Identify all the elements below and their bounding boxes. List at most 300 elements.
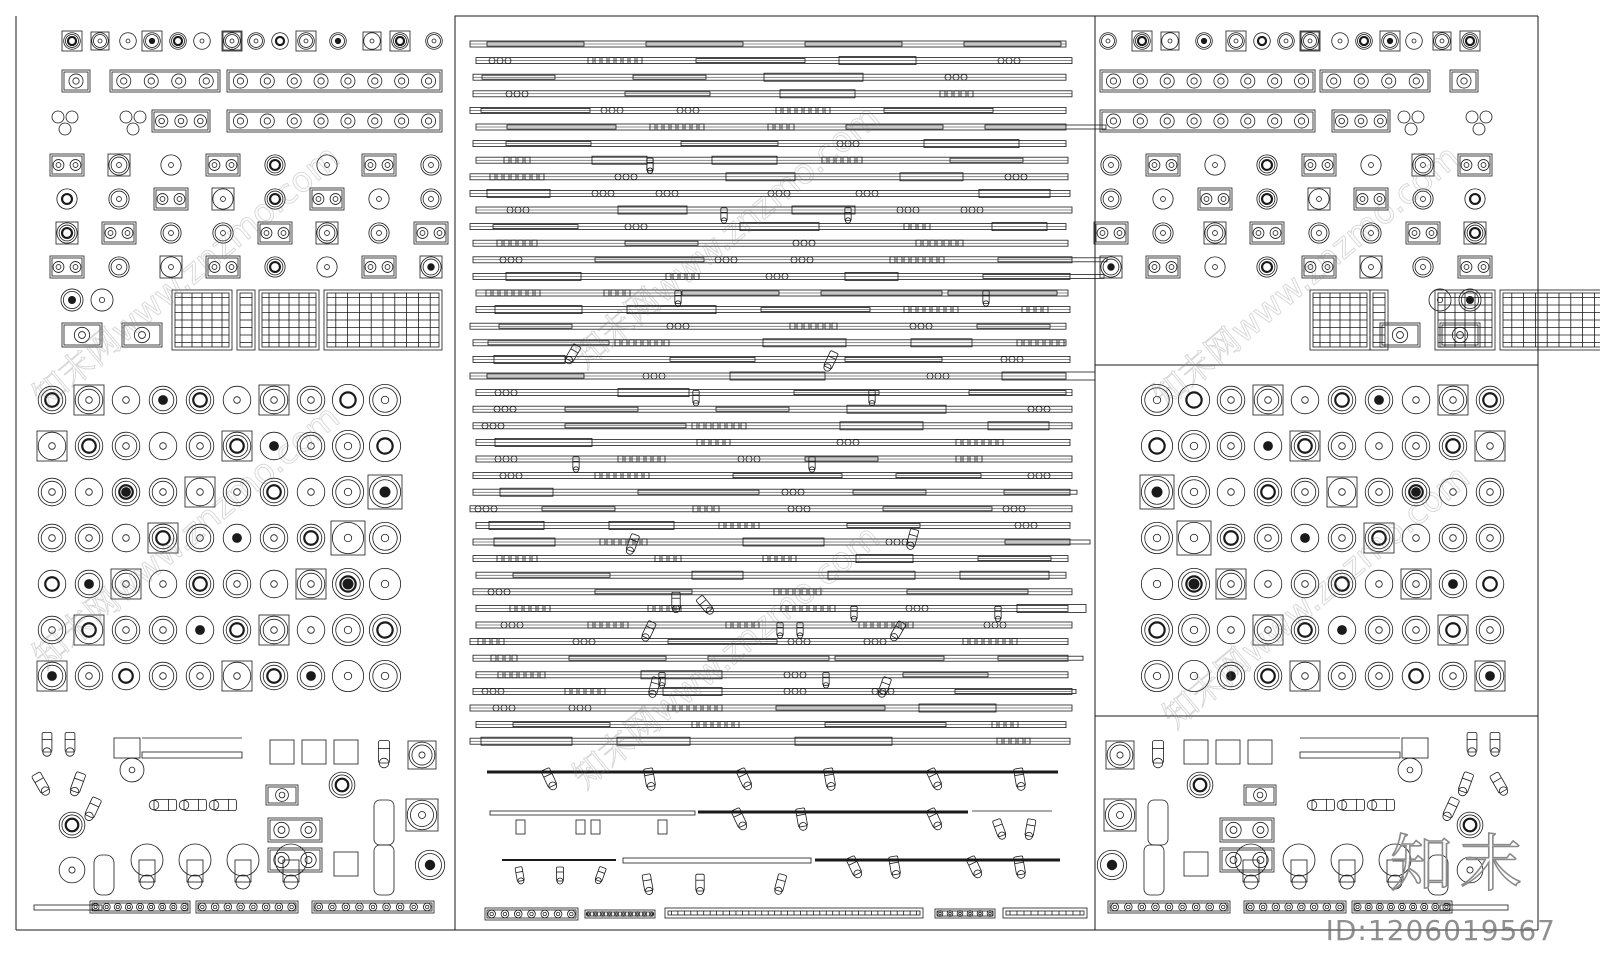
downlight-symbol xyxy=(1134,33,1151,50)
panel-light-symbol xyxy=(324,290,442,350)
downlight-symbol xyxy=(1402,616,1430,644)
linear-light-symbol xyxy=(476,722,1066,728)
cylinder-light xyxy=(374,845,394,895)
downlight-symbol xyxy=(1100,33,1117,50)
downlight-symbol xyxy=(1217,386,1245,414)
downlight-symbol xyxy=(330,33,347,50)
downlight-symbol xyxy=(1401,569,1431,599)
downlight-symbol xyxy=(1365,386,1393,414)
spotlight-symbol xyxy=(625,533,640,555)
downlight-symbol xyxy=(368,475,402,509)
downlight-symbol xyxy=(38,616,66,644)
downlight-symbol xyxy=(1328,662,1356,690)
downlight-symbol xyxy=(259,615,289,645)
downlight-symbol xyxy=(1402,662,1430,690)
pendant-spotlight-symbol xyxy=(1331,844,1363,889)
track-rail-symbol xyxy=(490,811,695,815)
downlight-symbol xyxy=(317,257,337,277)
grille-light-symbol xyxy=(206,154,240,176)
downlight-symbol xyxy=(186,616,214,644)
downlight-symbol xyxy=(1309,223,1329,243)
grille-light-symbol xyxy=(414,222,448,244)
grille-light-symbol xyxy=(152,110,210,132)
cylinder-light xyxy=(1144,845,1164,895)
grille-light-symbol xyxy=(90,901,190,913)
spotlight-symbol xyxy=(65,732,75,756)
diagonal-watermark-3: 知末网www.znzmo.com xyxy=(565,517,888,797)
downlight-symbol xyxy=(57,189,77,209)
grille-light-symbol xyxy=(312,901,434,913)
grille-light-symbol xyxy=(1354,188,1388,210)
brand-watermark: 知末 xyxy=(1389,827,1530,900)
downlight-symbol xyxy=(109,189,129,209)
downlight-symbol xyxy=(1291,616,1319,644)
linear-light-symbol xyxy=(473,405,1072,413)
downlight-symbol xyxy=(420,256,442,278)
downlight-symbol xyxy=(1402,432,1430,460)
linear-light-symbol xyxy=(473,589,1072,595)
downlight-symbol xyxy=(260,478,288,506)
grille-light-symbol xyxy=(1320,70,1430,92)
pendant-spotlight-symbol xyxy=(131,844,163,889)
grille-light-symbol xyxy=(50,154,84,176)
downlight-symbol xyxy=(1365,432,1393,460)
spotlight-symbol xyxy=(1489,772,1509,798)
grille-light-symbol xyxy=(1146,154,1180,176)
linear-light-symbol xyxy=(476,290,1068,296)
downlight-symbol xyxy=(260,662,288,690)
downlight-symbol xyxy=(38,478,66,506)
downlight-symbol xyxy=(1291,386,1319,414)
downlight-symbol xyxy=(1104,799,1136,831)
spotlight-symbol xyxy=(515,867,525,885)
downlight-symbol xyxy=(1253,615,1283,645)
downlight-symbol xyxy=(1328,386,1356,414)
downlight-symbol xyxy=(120,33,137,50)
downlight-symbol xyxy=(1464,222,1486,244)
linear-light-symbol xyxy=(473,473,1072,479)
downlight-symbol xyxy=(1291,478,1319,506)
downlight-symbol xyxy=(1101,155,1121,175)
linear-light-symbol xyxy=(476,389,1072,397)
linear-light-symbol xyxy=(473,272,1104,280)
square-downlight-frame xyxy=(222,31,242,51)
downlight-symbol xyxy=(1360,256,1382,278)
pendant-spotlight-symbol xyxy=(227,844,259,889)
downlight-symbol xyxy=(75,570,103,598)
downlight-symbol xyxy=(1365,570,1393,598)
pendant-spotlight-symbol xyxy=(179,844,211,889)
downlight-symbol xyxy=(272,33,289,50)
linear-light-symbol xyxy=(476,671,1068,679)
square-light xyxy=(334,740,358,764)
spotlight-symbol xyxy=(1152,741,1163,768)
grille-light-symbol xyxy=(1250,222,1284,244)
square-downlight-frame xyxy=(62,31,82,51)
downlight-symbol xyxy=(1196,33,1213,50)
downlight-symbol xyxy=(1476,570,1504,598)
downlight-symbol xyxy=(332,614,363,645)
downlight-symbol xyxy=(1429,289,1451,311)
downlight-symbol xyxy=(1361,223,1381,243)
pendant-light xyxy=(516,820,525,834)
downlight-symbol xyxy=(112,524,140,552)
spotlight-symbol xyxy=(696,874,704,894)
grille-light-symbol xyxy=(50,256,84,278)
linear-light-symbol xyxy=(473,257,1107,263)
downlight-symbol xyxy=(369,189,389,209)
pendant-spotlight-symbol xyxy=(1235,844,1267,889)
downlight-symbol xyxy=(1328,570,1356,598)
downlight-symbol xyxy=(91,289,113,311)
downlight-symbol xyxy=(297,432,325,460)
diagonal-watermark-1: 知末网www.znzmo.com xyxy=(25,137,348,417)
grille-light-symbol xyxy=(1406,222,1440,244)
downlight-symbol xyxy=(369,430,400,461)
downlight-symbol xyxy=(108,154,130,176)
pendant-light xyxy=(658,820,667,834)
spotlight-symbol xyxy=(1307,799,1334,810)
downlight-symbol xyxy=(1290,661,1320,691)
grille-light-symbol xyxy=(110,70,220,92)
downlight-symbol xyxy=(1438,615,1468,645)
downlight-symbol xyxy=(1413,189,1433,209)
pendant-light xyxy=(576,820,585,834)
downlight-symbol xyxy=(109,257,129,277)
downlight-symbol xyxy=(332,476,363,507)
linear-light-symbol xyxy=(473,355,1070,363)
downlight-symbol xyxy=(1254,662,1282,690)
linear-light-symbol xyxy=(476,124,1106,130)
linear-light-symbol xyxy=(470,639,1068,645)
downlight-symbol xyxy=(1364,523,1394,553)
spotlight-symbol xyxy=(773,873,786,895)
downlight-symbol xyxy=(64,33,81,50)
downlight-symbol xyxy=(426,33,443,50)
downlight-symbol xyxy=(369,614,400,645)
spotlight-symbol xyxy=(642,874,654,896)
spotlight-symbol xyxy=(31,772,51,798)
downlight-symbol xyxy=(1205,155,1225,175)
downlight-symbol xyxy=(1217,662,1245,690)
triple-downlight-symbol xyxy=(1398,111,1424,135)
panel-light-symbol xyxy=(1310,290,1370,350)
linear-light-symbol xyxy=(470,704,1072,712)
panel-light-symbol xyxy=(237,290,255,350)
downlight-symbol xyxy=(223,32,241,50)
downlight-symbol xyxy=(223,616,251,644)
square-downlight-frame xyxy=(1226,31,1246,51)
downlight-symbol xyxy=(1178,660,1209,691)
downlight-symbol xyxy=(112,662,140,690)
grille-light-symbol xyxy=(227,70,442,92)
downlight-symbol xyxy=(75,662,103,690)
grille-light-symbol xyxy=(258,222,292,244)
downlight-symbol xyxy=(1356,33,1373,50)
linear-light-symbol xyxy=(473,90,1072,98)
downlight-symbol xyxy=(297,616,325,644)
downlight-symbol xyxy=(149,662,177,690)
downlight-symbol xyxy=(332,430,363,461)
downlight-symbol xyxy=(260,524,288,552)
downlight-symbol xyxy=(260,570,288,598)
linear-light-symbol xyxy=(473,687,1076,695)
spotlight-symbol xyxy=(594,866,606,884)
triple-downlight-symbol xyxy=(1466,111,1492,135)
cylinder-light xyxy=(94,855,114,895)
downlight-symbol xyxy=(369,223,389,243)
grille-light-symbol xyxy=(362,256,396,278)
downlight-symbol xyxy=(1459,289,1481,311)
linear-light xyxy=(1300,752,1400,758)
diagonal-watermark-4: 知末网www.znzmo.com xyxy=(1145,137,1468,417)
downlight-symbol xyxy=(1365,616,1393,644)
grille-light-symbol xyxy=(1458,256,1492,278)
grille-light-symbol xyxy=(485,908,578,920)
downlight-symbol xyxy=(1382,33,1399,50)
downlight-symbol xyxy=(1217,616,1245,644)
downlight-symbol xyxy=(112,616,140,644)
downlight-symbol xyxy=(59,812,85,838)
square-downlight-frame xyxy=(1300,31,1320,51)
downlight-symbol xyxy=(1475,661,1505,691)
downlight-symbol xyxy=(369,568,400,599)
downlight-symbol xyxy=(170,33,187,50)
downlight-symbol xyxy=(74,615,104,645)
downlight-symbol xyxy=(212,188,234,210)
downlight-symbol xyxy=(331,521,365,555)
downlight-symbol xyxy=(161,155,181,175)
downlight-symbol xyxy=(1217,524,1245,552)
linear-light-symbol xyxy=(470,41,1066,47)
downlight-symbol xyxy=(112,478,140,506)
right-panel xyxy=(1094,31,1600,913)
linear-light-symbol xyxy=(476,206,1072,214)
downlight-symbol xyxy=(1253,385,1283,415)
downlight-symbol xyxy=(186,524,214,552)
downlight-symbol xyxy=(369,660,400,691)
linear-light-symbol xyxy=(476,571,1066,579)
linear-light-symbol xyxy=(473,488,1077,496)
spotlight-symbol xyxy=(1457,771,1474,797)
grille-light-symbol xyxy=(1302,154,1336,176)
downlight-symbol xyxy=(186,570,214,598)
grille-light-symbol xyxy=(266,785,298,805)
downlight-symbol xyxy=(1217,432,1245,460)
downlight-symbol xyxy=(223,478,251,506)
downlight-symbol xyxy=(148,523,178,553)
grille-light-symbol xyxy=(1100,110,1315,132)
downlight-symbol xyxy=(1178,568,1209,599)
downlight-symbol xyxy=(1291,570,1319,598)
spotlight-symbol xyxy=(905,528,918,550)
linear-light-symbol xyxy=(476,156,1068,164)
downlight-symbol xyxy=(37,661,67,691)
panel-light-symbol xyxy=(1370,290,1388,350)
downlight-symbol xyxy=(37,431,67,461)
downlight-symbol xyxy=(186,386,214,414)
spotlight-symbol xyxy=(42,732,52,756)
grille-light-symbol xyxy=(1094,222,1128,244)
downlight-symbol xyxy=(1413,257,1433,277)
downlight-symbol xyxy=(1308,188,1330,210)
spotlight-symbol xyxy=(179,799,206,810)
downlight-symbol xyxy=(1327,477,1357,507)
linear-light-symbol xyxy=(476,438,1070,446)
linear-light-symbol xyxy=(470,189,1070,197)
downlight-symbol xyxy=(408,741,436,769)
spotlight-symbol xyxy=(1367,799,1394,810)
downlight-symbol xyxy=(1332,33,1349,50)
grille-light-symbol xyxy=(1244,785,1276,805)
linear-light-symbol xyxy=(470,323,1066,329)
downlight-symbol xyxy=(1106,741,1134,769)
id-watermark: ID:1206019567 xyxy=(1325,914,1556,947)
downlight-symbol xyxy=(1398,758,1422,782)
spotlight-symbol xyxy=(1490,732,1500,756)
downlight-symbol xyxy=(1153,189,1173,209)
double-downlight xyxy=(1402,738,1428,758)
spotlight-symbol xyxy=(83,797,102,823)
downlight-symbol xyxy=(415,850,444,879)
triple-downlight-symbol xyxy=(52,111,78,135)
downlight-symbol xyxy=(1328,616,1356,644)
downlight-symbol xyxy=(149,478,177,506)
downlight-symbol xyxy=(406,799,438,831)
downlight-symbol xyxy=(194,33,211,50)
spotlight-symbol xyxy=(822,350,838,372)
downlight-symbol xyxy=(265,257,285,277)
grille-light-symbol xyxy=(227,110,442,132)
downlight-symbol xyxy=(186,432,214,460)
downlight-symbol xyxy=(160,256,182,278)
cylinder-light xyxy=(1148,800,1168,845)
downlight-symbol xyxy=(75,524,103,552)
downlight-symbol xyxy=(149,432,177,460)
downlight-symbol xyxy=(1153,223,1173,243)
downlight-symbol xyxy=(260,432,288,460)
grille-light-symbol xyxy=(1244,901,1346,913)
square-light xyxy=(302,740,326,764)
double-downlight xyxy=(114,738,140,758)
linear-light-symbol xyxy=(476,57,1072,65)
downlight-symbol xyxy=(1476,524,1504,552)
downlight-symbol xyxy=(332,660,363,691)
downlight-symbol xyxy=(1178,384,1209,415)
pendant-light xyxy=(591,820,600,834)
downlight-symbol xyxy=(1177,521,1211,555)
downlight-symbol xyxy=(1140,475,1174,509)
downlight-symbol xyxy=(1476,616,1504,644)
linear-light-symbol xyxy=(470,372,1095,380)
downlight-symbol xyxy=(1278,33,1295,50)
downlight-symbol xyxy=(1204,222,1226,244)
downlight-symbol xyxy=(1161,32,1179,50)
downlight-symbol xyxy=(38,524,66,552)
downlight-symbol xyxy=(421,189,441,209)
linear-light-symbol xyxy=(470,737,1070,745)
panel-light-symbol xyxy=(1003,908,1087,918)
linear-light-symbol xyxy=(476,456,1072,462)
linear-light-symbol xyxy=(473,140,1066,148)
grille-light-symbol xyxy=(102,222,136,244)
downlight-symbol xyxy=(296,569,326,599)
grille-light-symbol xyxy=(268,818,322,842)
downlight-symbol xyxy=(1254,33,1271,50)
spotlight-symbol xyxy=(1337,799,1364,810)
downlight-symbol xyxy=(185,477,215,507)
spotlight-symbol xyxy=(149,799,176,810)
grille-light-symbol xyxy=(1332,110,1390,132)
downlight-symbol xyxy=(297,478,325,506)
downlight-symbol xyxy=(1439,570,1467,598)
grille-light-symbol xyxy=(122,323,162,347)
downlight-symbol xyxy=(213,223,233,243)
panel-light-symbol xyxy=(665,908,923,918)
downlight-symbol xyxy=(1328,432,1356,460)
downlight-symbol xyxy=(1406,33,1423,50)
grille-light-symbol xyxy=(62,70,90,92)
spotlight-symbol xyxy=(889,621,906,643)
downlight-symbol xyxy=(75,432,103,460)
downlight-symbol xyxy=(1141,660,1172,691)
downlight-symbol xyxy=(1141,614,1172,645)
downlight-symbol xyxy=(223,386,251,414)
spotlight-symbol xyxy=(378,741,389,768)
downlight-symbol xyxy=(1217,478,1245,506)
linear-light-symbol xyxy=(473,422,1072,430)
downlight-symbol xyxy=(1438,385,1468,415)
downlight-symbol xyxy=(369,384,400,415)
downlight-symbol xyxy=(61,289,83,311)
downlight-symbol xyxy=(265,155,285,175)
downlight-symbol xyxy=(1465,189,1485,209)
downlight-symbol xyxy=(38,570,66,598)
square-light xyxy=(1248,740,1272,764)
downlight-symbol xyxy=(75,478,103,506)
downlight-symbol xyxy=(1402,386,1430,414)
downlight-symbol xyxy=(369,522,400,553)
spotlight-symbol xyxy=(877,676,892,698)
square-downlight-frame xyxy=(390,31,410,51)
square-downlight-frame xyxy=(1460,31,1480,51)
square-light xyxy=(1216,740,1240,764)
triple-downlight-symbol xyxy=(120,111,146,135)
downlight-symbol xyxy=(1097,850,1126,879)
grille-light-symbol xyxy=(206,256,240,278)
linear-light xyxy=(142,752,242,758)
downlight-symbol xyxy=(223,524,251,552)
linear-light-symbol xyxy=(476,306,1070,314)
linear-light-symbol xyxy=(476,521,1070,529)
linear-light-symbol xyxy=(473,240,1068,246)
linear-light-symbol xyxy=(473,538,1090,546)
spotlight-symbol xyxy=(1024,819,1036,841)
downlight-symbol xyxy=(1228,33,1245,50)
downlight-symbol xyxy=(1301,32,1319,50)
grille-light-symbol xyxy=(935,909,995,918)
downlight-symbol xyxy=(1257,155,1277,175)
linear-light-symbol xyxy=(476,622,1072,628)
square-light xyxy=(1184,852,1208,876)
diagonal-watermark-2: 知末网www.znzmo.com xyxy=(565,97,888,377)
downlight-symbol xyxy=(149,570,177,598)
pendant-spotlight-symbol xyxy=(1283,844,1315,889)
downlight-symbol xyxy=(1254,524,1282,552)
grille-light-symbol xyxy=(1220,818,1274,842)
downlight-symbol xyxy=(1290,431,1320,461)
downlight-symbol xyxy=(1476,478,1504,506)
